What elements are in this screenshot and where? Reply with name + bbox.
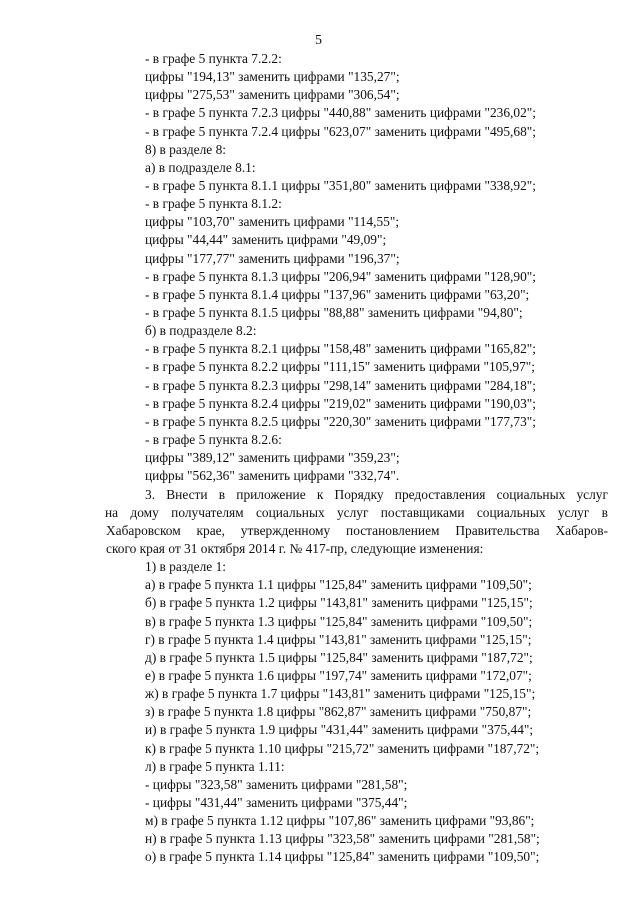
paragraph-line: ского края от 31 октября 2014 г. № 417-пр, следующие изменения: <box>106 541 484 557</box>
amendment-line: - в графе 5 пункта 8.2.6: <box>145 431 282 447</box>
amendment-line: в) в графе 5 пункта 1.3 цифры "125,84" заменить цифрами "109,50"; <box>145 613 533 629</box>
amendment-line: г) в графе 5 пункта 1.4 цифры "143,81" заменить цифрами "125,15"; <box>145 631 532 647</box>
amendment-line: а) в графе 5 пункта 1.1 цифры "125,84" заменить цифрами "109,50"; <box>145 577 532 593</box>
amendment-line: е) в графе 5 пункта 1.6 цифры "197,74" заменить цифрами "172,07"; <box>145 668 532 684</box>
amendment-line: - в графе 5 пункта 8.2.5 цифры "220,30" заменить цифрами "177,73"; <box>145 413 536 429</box>
amendment-line: д) в графе 5 пункта 1.5 цифры "125,84" заменить цифрами "187,72"; <box>145 649 533 665</box>
amendment-line: цифры "44,44" заменить цифрами "49,09"; <box>145 232 387 248</box>
amendment-line: б) в подразделе 8.2: <box>145 323 257 339</box>
amendment-line: а) в подразделе 8.1: <box>145 159 256 175</box>
amendment-line: 8) в разделе 8: <box>145 141 227 157</box>
amendment-line: ж) в графе 5 пункта 1.7 цифры "143,81" заменить цифрами "125,15"; <box>145 686 536 702</box>
amendment-line: - в графе 5 пункта 8.2.3 цифры "298,14" заменить цифрами "284,18"; <box>145 377 536 393</box>
amendment-line: - в графе 5 пункта 8.1.4 цифры "137,96" заменить цифрами "63,20"; <box>145 286 530 302</box>
section-1-amendments <box>106 558 608 866</box>
amendment-line: - цифры "323,58" заменить цифрами "281,58"; <box>145 776 408 792</box>
amendment-line: - в графе 5 пункта 8.2.4 цифры "219,02" заменить цифрами "190,03"; <box>145 395 536 411</box>
amendment-line: - в графе 5 пункта 8.2.1 цифры "158,48" заменить цифрами "165,82"; <box>145 341 536 357</box>
document-body <box>106 50 608 485</box>
page-number: 5 <box>315 33 322 48</box>
amendment-line: - цифры "431,44" заменить цифрами "375,44"; <box>145 795 408 811</box>
amendment-line: - в графе 5 пункта 8.1.1 цифры "351,80" заменить цифрами "338,92"; <box>145 177 536 193</box>
amendment-line: - в графе 5 пункта 8.1.5 цифры "88,88" заменить цифрами "94,80"; <box>145 304 523 320</box>
paragraph-3 <box>106 486 608 504</box>
amendment-line: - в графе 5 пункта 7.2.3 цифры "440,88" заменить цифрами "236,02"; <box>145 105 536 121</box>
amendment-line: н) в графе 5 пункта 1.13 цифры "323,58" заменить цифрами "281,58"; <box>145 831 540 847</box>
amendment-line: цифры "562,36" заменить цифрами "332,74". <box>145 468 400 484</box>
amendment-line: и) в графе 5 пункта 1.9 цифры "431,44" заменить цифрами "375,44"; <box>145 722 534 738</box>
amendment-line: к) в графе 5 пункта 1.10 цифры "215,72" заменить цифрами "187,72"; <box>145 740 540 756</box>
amendment-line: - в графе 5 пункта 7.2.4 цифры "623,07" заменить цифрами "495,68"; <box>145 123 536 139</box>
amendment-line: цифры "275,53" заменить цифрами "306,54"; <box>145 87 400 103</box>
amendment-line: цифры "177,77" заменить цифрами "196,37"; <box>145 250 400 266</box>
paragraph-line: 3. Внести в приложение к Порядку предоставления социальных услуг <box>145 486 608 502</box>
paragraph-line: Хабаровском крае, утвержденному постановлением Правительства Хабаров- <box>106 522 608 538</box>
amendment-line: з) в графе 5 пункта 1.8 цифры "862,87" заменить цифрами "750,87"; <box>145 704 532 720</box>
amendment-line: цифры "103,70" заменить цифрами "114,55"; <box>145 214 400 230</box>
amendment-line: - в графе 5 пункта 7.2.2: <box>145 51 282 66</box>
amendment-line: - в графе 5 пункта 8.1.3 цифры "206,94" заменить цифрами "128,90"; <box>145 268 536 284</box>
amendment-line: цифры "194,13" заменить цифрами "135,27"; <box>145 69 400 85</box>
amendment-line: л) в графе 5 пункта 1.11: <box>145 758 285 774</box>
amendment-line: б) в графе 5 пункта 1.2 цифры "143,81" заменить цифрами "125,15"; <box>145 595 533 611</box>
amendment-line: м) в графе 5 пункта 1.12 цифры "107,86" заменить цифрами "93,86"; <box>145 813 535 829</box>
amendment-line: цифры "389,12" заменить цифрами "359,23"; <box>145 450 400 466</box>
paragraph-3-body <box>106 504 608 558</box>
amendment-line: 1) в разделе 1: <box>145 559 227 575</box>
amendment-line: - в графе 5 пункта 8.2.2 цифры "111,15" заменить цифрами "105,97"; <box>145 359 535 375</box>
amendment-line: - в графе 5 пункта 8.1.2: <box>145 196 282 212</box>
amendment-line: о) в графе 5 пункта 1.14 цифры "125,84" заменить цифрами "109,50"; <box>145 849 540 865</box>
paragraph-line: на дому получателям социальных услуг поставщиками социальных услуг в <box>105 504 608 520</box>
